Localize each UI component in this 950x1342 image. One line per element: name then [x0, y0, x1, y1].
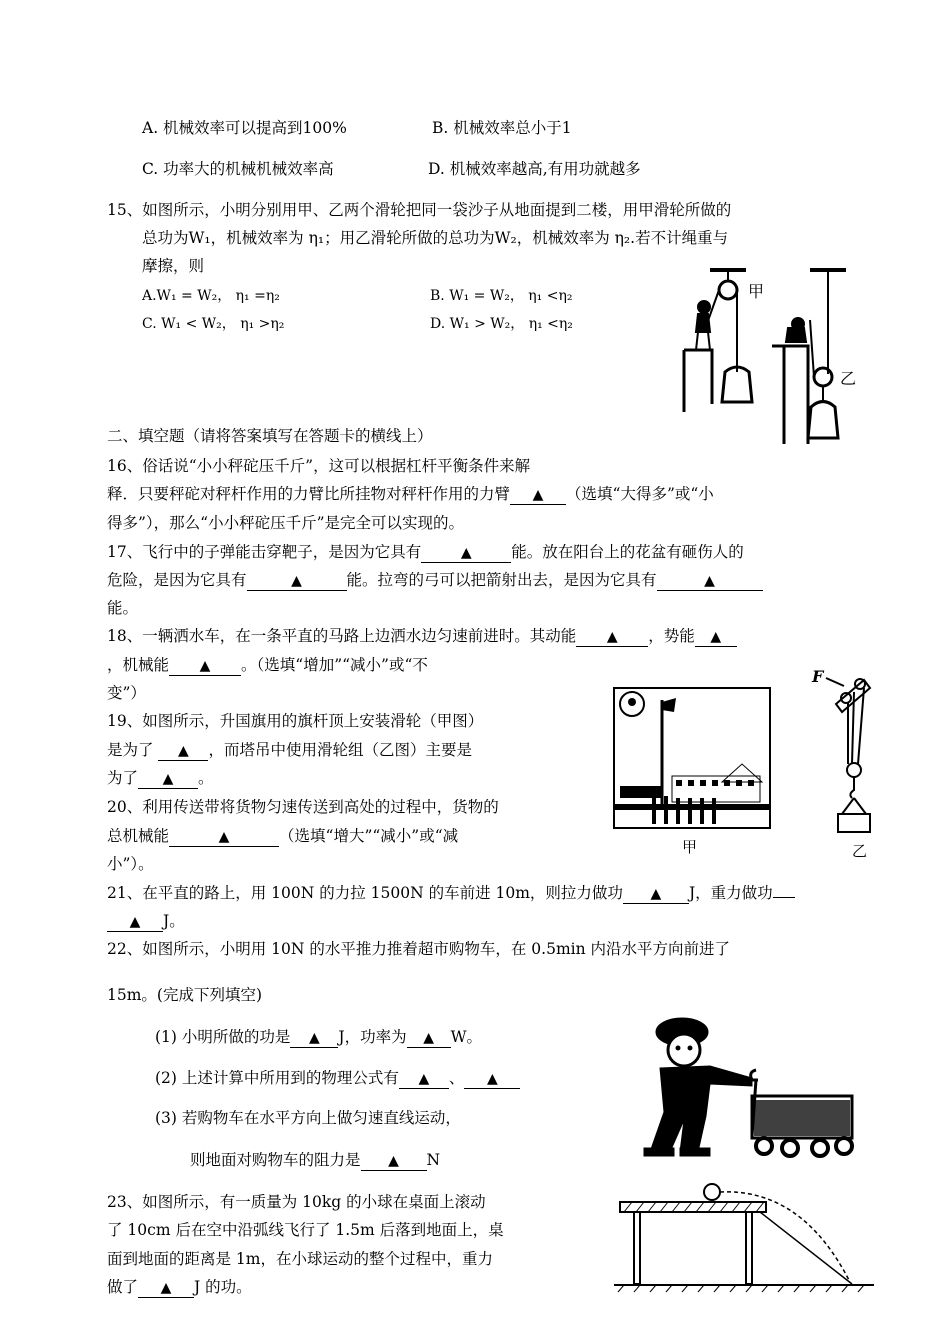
- q20-blank[interactable]: ▲: [169, 827, 279, 847]
- q22-blank-4[interactable]: ▲: [464, 1069, 520, 1089]
- q22-line1: 22、如图所示，小明用 10N 的水平推力推着超市购物车，在 0.5min 内沿水平方向前进了: [107, 940, 731, 958]
- q18-line3: 变”）: [107, 684, 146, 702]
- q20-line2: 总机械能 ▲ （选填“增大”“减小”或“减: [107, 827, 459, 845]
- q16-line3: 得多”），那么“小小秤砣压千斤”是完全可以实现的。: [107, 514, 465, 532]
- q23-table-ball-figure: [612, 1178, 880, 1298]
- q15-fig-label-jia: 甲: [748, 282, 765, 301]
- q19-fig-label-jia: 甲: [682, 838, 698, 856]
- q21-blank-2[interactable]: ▲: [107, 912, 163, 932]
- q15-fig-label-yi: 乙: [840, 369, 857, 388]
- q19-fig-label-f: F: [812, 667, 824, 686]
- q19-blank-1[interactable]: ▲: [158, 741, 208, 761]
- q15-option-c: C. W₁ < W₂， η₁ >η₂: [142, 316, 285, 332]
- q21-blank-1[interactable]: ▲: [623, 884, 689, 904]
- q21-line2: ▲ J。: [107, 911, 185, 932]
- q17-blank-1[interactable]: ▲: [421, 543, 511, 563]
- q16-line2: 释．只要秤砣对秤杆作用的力臂比所挂物对秤杆作用的力臂 ▲ （选填“大得多”或“小: [107, 485, 714, 503]
- q14-option-b: B. 机械效率总小于1: [432, 119, 572, 137]
- q22-sub1: (1) 小明所做的功是 ▲ J，功率为 ▲ W。: [155, 1028, 483, 1046]
- q22-line2: 15m。(完成下列填空): [107, 986, 263, 1004]
- q18-blank-2[interactable]: ▲: [695, 627, 737, 647]
- section-title: 二、填空题（请将答案填写在答题卡的横线上）: [107, 427, 433, 445]
- q23-blank[interactable]: ▲: [138, 1278, 194, 1298]
- q16-line1: 16、俗话说“小小秤砣压千斤”，这可以根据杠杆平衡条件来解: [107, 457, 531, 475]
- q17-line1: 17、飞行中的子弹能击穿靶子，是因为它具有 ▲ 能。放在阳台上的花盆有砸伤人的: [107, 543, 744, 561]
- q20-line3: 小”）。: [107, 855, 154, 873]
- q22-blank-5[interactable]: ▲: [361, 1151, 427, 1171]
- q23-line4: 做了 ▲ J 的功。: [107, 1278, 252, 1296]
- q22-blank-2[interactable]: ▲: [407, 1028, 451, 1048]
- q19-crane-figure: [808, 664, 888, 864]
- q22-sub2: (2) 上述计算中所用到的物理公式有 ▲ 、 ▲: [155, 1068, 520, 1089]
- q15-line3: 摩擦，则: [142, 257, 205, 275]
- q18-blank-1[interactable]: ▲: [576, 627, 648, 647]
- q19-line1: 19、如图所示，升国旗用的旗杆顶上安装滑轮（甲图）: [107, 712, 484, 730]
- q20-line1: 20、利用传送带将货物匀速传送到高处的过程中，货物的: [107, 798, 499, 816]
- q15-option-a: A.W₁ = W₂， η₁ =η₂: [142, 288, 280, 304]
- q15-option-b: B. W₁ = W₂， η₁ <η₂: [430, 288, 573, 304]
- q18-line2: ，机械能 ▲ 。（选填“增加”“减小”或“不: [107, 656, 428, 674]
- q23-line1: 23、如图所示，有一质量为 10kg 的小球在桌面上滚动: [107, 1193, 486, 1211]
- q22-blank-3[interactable]: ▲: [399, 1069, 449, 1089]
- q17-line3: 能。: [107, 599, 139, 617]
- q19-blank-2[interactable]: ▲: [138, 769, 198, 789]
- q19-flagpole-figure: [612, 686, 772, 856]
- q22-blank-1[interactable]: ▲: [290, 1028, 338, 1048]
- q15-line1: 15、如图所示，小明分别用甲、乙两个滑轮把同一袋沙子从地面提到二楼，用甲滑轮所做的: [107, 201, 732, 219]
- q14-option-d: D. 机械效率越高,有用功就越多: [428, 160, 641, 178]
- q22-sub4: 则地面对购物车的阻力是 ▲ N: [190, 1151, 441, 1169]
- q18-blank-3[interactable]: ▲: [169, 656, 241, 676]
- q21-blank-2-start: [773, 897, 795, 898]
- q23-line2: 了 10cm 后在空中沿弧线飞行了 1.5m 后落到地面上，桌: [107, 1221, 504, 1239]
- q22-shopping-cart-figure: [640, 1016, 870, 1166]
- q23-line3: 面到地面的距离是 1m，在小球运动的整个过程中，重力: [107, 1250, 493, 1268]
- q15-option-d: D. W₁ > W₂， η₁ <η₂: [430, 316, 573, 332]
- q15-line2: 总功为W₁，机械效率为 η₁；用乙滑轮所做的总功为W₂，机械效率为 η₂.若不计绳重与: [142, 229, 729, 247]
- q17-blank-3[interactable]: ▲: [657, 571, 763, 591]
- q14-option-c: C. 功率大的机械机械效率高: [142, 160, 334, 178]
- q17-line2: 危险，是因为它具有 ▲ 能。拉弯的弓可以把箭射出去，是因为它具有 ▲: [107, 570, 763, 591]
- q18-line1: 18、一辆洒水车，在一条平直的马路上边洒水边匀速前进时。其动能 ▲ ，势能 ▲: [107, 626, 737, 647]
- q14-option-a: A. 机械效率可以提高到100%: [142, 119, 347, 137]
- q19-line2: 是为了 ▲ ，而塔吊中使用滑轮组（乙图）主要是: [107, 741, 472, 759]
- q17-blank-2[interactable]: ▲: [247, 571, 347, 591]
- q21-line1: 21、在平直的路上，用 100N 的力拉 1500N 的车前进 10m，则拉力做功 ▲ J，重力做功: [107, 883, 795, 904]
- q16-blank[interactable]: ▲: [510, 485, 566, 505]
- q19-fig-label-yi: 乙: [852, 842, 868, 860]
- q22-sub3: (3) 若购物车在水平方向上做匀速直线运动，: [155, 1109, 461, 1127]
- ball-icon: [704, 1184, 720, 1200]
- q15-pulley-figure: [680, 262, 880, 447]
- q19-line3: 为了 ▲ 。: [107, 769, 214, 787]
